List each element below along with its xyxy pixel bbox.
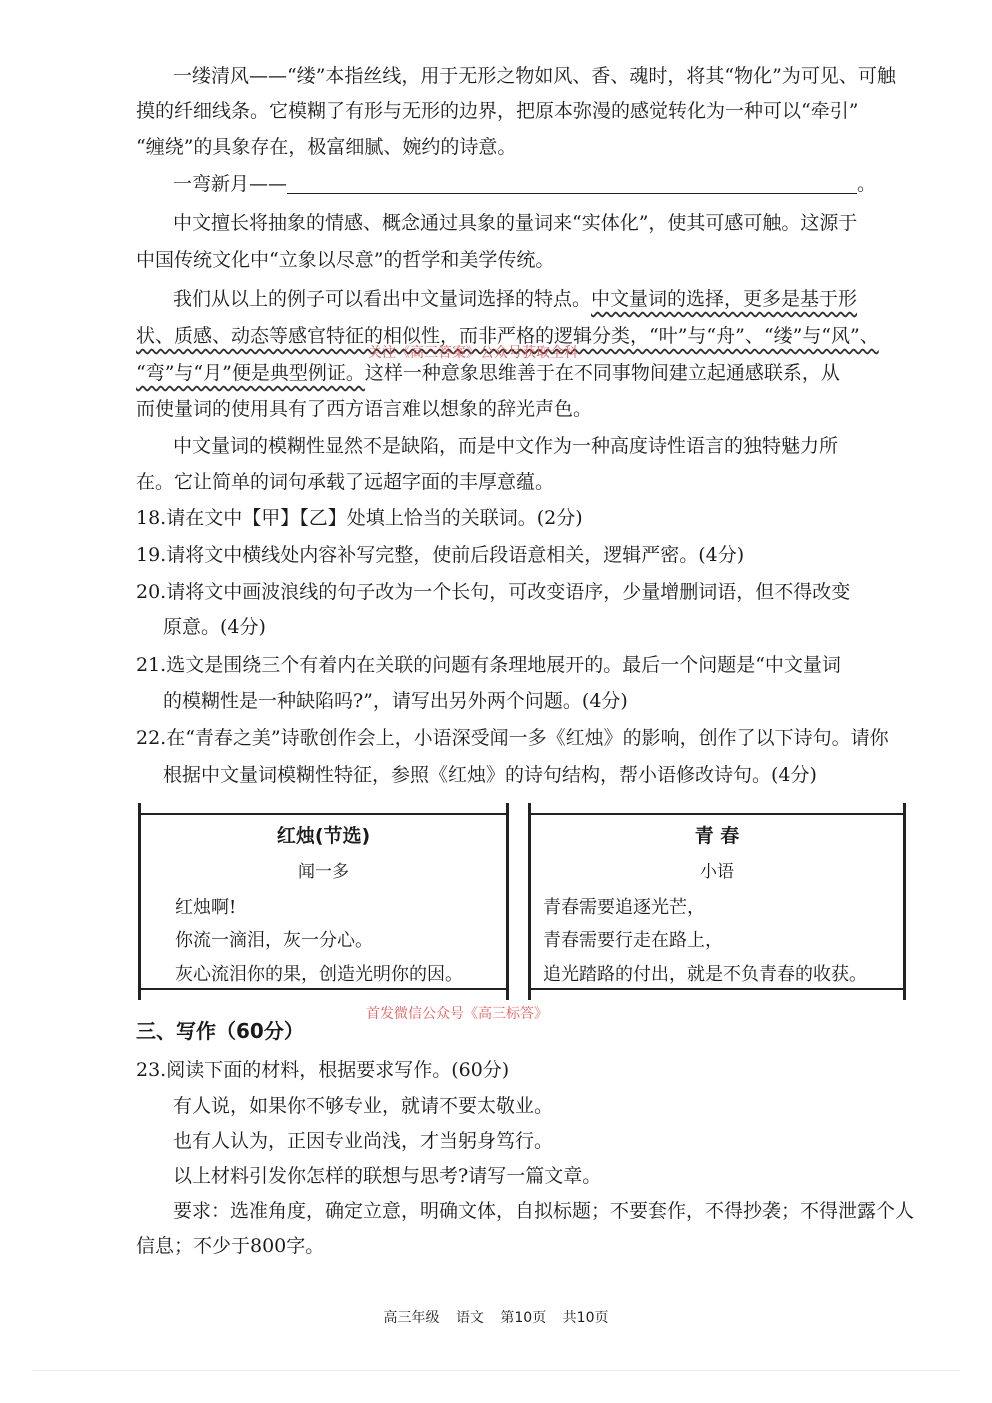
passage-line: 中文量词的模糊性显然不是缺陷，而是中文作为一种高度诗性语言的独特魅力所: [173, 435, 839, 457]
plain-text: 这样一种意象思维善于在不同事物间建立起通感联系，从: [364, 362, 840, 384]
question-22: 22.在“青春之美”诗歌创作会上，小语深受闻一多《红烛》的影响，创作了以下诗句。请你: [136, 727, 889, 749]
poem-line: 灰心流泪你的果，创造光明你的因。: [175, 964, 463, 985]
material-line: 以上材料引发你怎样的联想与思考?请写一篇文章。: [173, 1165, 602, 1187]
wavy-underlined-text: 中文量词的选择，更多是基于形: [591, 288, 858, 310]
poem-title: 红烛(节选): [276, 825, 371, 847]
question-21-cont: 的模糊性是一种缺陷吗?”，请写出另外两个问题。(4分): [163, 690, 628, 712]
question-19: 19.请将文中横线处内容补写完整，使前后段语意相关，逻辑严密。(4分): [136, 544, 745, 566]
footer-subject: 语文: [455, 1310, 484, 1326]
divider: [32, 1370, 960, 1371]
poem-author: 闻一多: [298, 862, 349, 882]
blank-prefix: 一弯新月——: [173, 173, 288, 195]
wavy-underlined-text: “弯”与“月”便是典型例证。: [136, 362, 365, 384]
passage-line: “缠绕”的具象存在，极富细腻、婉约的诗意。: [136, 136, 517, 158]
poem-author: 小语: [700, 862, 734, 882]
question-18: 18.请在文中【甲】【乙】处填上恰当的关联词。(2分): [136, 507, 583, 529]
wavy-underlined-text: 状、质感、动态等感官特征的相似性，而非严格的逻辑分类，“叶”与“舟”、“缕”与“风”、: [136, 325, 879, 347]
passage-line: 中文擅长将抽象的情感、概念通过具象的量词来“实体化”，使其可感可触。这源于: [173, 212, 858, 234]
poem-line: 追光踏路的付出，就是不负青春的收获。: [543, 964, 867, 985]
poem-box-qingchun: [528, 813, 906, 990]
footer-grade: 高三年级: [383, 1310, 440, 1326]
poem-title: 青 春: [694, 825, 740, 847]
material-line: 也有人认为，正因专业尚浅，才当躬身笃行。: [173, 1130, 554, 1152]
watermark: 首发微信公众号《高三标答》: [366, 1006, 548, 1022]
poem-line: 红烛啊!: [175, 897, 237, 918]
question-20: 20.请将文中画波浪线的句子改为一个长句，可改变语序，少量增删词语，但不得改变: [136, 581, 851, 603]
footer-total: 共10页: [562, 1310, 609, 1326]
requirement-line: 信息；不少于800字。: [136, 1235, 325, 1257]
plain-text: 我们从以上的例子可以看出中文量词选择的特点。: [173, 288, 592, 310]
requirement-line: 要求：选准角度，确定立意，明确文体，自拟标题；不要套作，不得抄袭；不得泄露个人: [173, 1200, 915, 1222]
section-heading-writing: 三、写作（60分）: [136, 1019, 304, 1043]
passage-line: 在。它让简单的词句承载了远超字面的丰厚意蕴。: [136, 471, 555, 493]
poem-box-hongzhu: [138, 813, 509, 990]
passage-line: [173, 281, 857, 317]
material-line: 有人说，如果你不够专业，就请不要太敬业。: [173, 1095, 554, 1117]
question-23: 23.阅读下面的材料，根据要求写作。(60分): [136, 1059, 510, 1081]
poem-line: 青春需要追逐光芒，: [543, 897, 705, 918]
passage-line: 中国传统文化中“立象以尽意”的哲学和美学传统。: [136, 249, 555, 271]
passage-line: 摸的纤细线条。它模糊了有形与无形的边界，把原本弥漫的感觉转化为一种可以“牵引”: [136, 100, 859, 122]
poem-line: 你流一滴泪，灰一分心。: [175, 930, 373, 951]
passage-line: [136, 355, 840, 391]
poem-line: 青春需要行走在路上，: [543, 930, 723, 951]
passage-line: 而使量词的使用具有了西方语言难以想象的辞光声色。: [136, 398, 593, 420]
answer-blank: [287, 171, 857, 194]
page-footer: [0, 1307, 992, 1327]
fill-blank-line: [173, 166, 876, 202]
footer-page: 第10页: [500, 1310, 547, 1326]
blank-suffix: 。: [857, 173, 877, 195]
passage-line: 一缕清风——“缕”本指丝线，用于无形之物如风、香、魂时，将其“物化”为可见、可触: [173, 65, 896, 87]
watermark: 关注《高三答案》公众号获取全科: [368, 345, 578, 361]
question-20-cont: 原意。(4分): [163, 616, 266, 638]
question-22-cont: 根据中文量词模糊性特征，参照《红烛》的诗句结构，帮小语修改诗句。(4分): [163, 764, 817, 786]
question-21: 21.选文是围绕三个有着内在关联的问题有条理地展开的。最后一个问题是“中文量词: [136, 654, 841, 676]
